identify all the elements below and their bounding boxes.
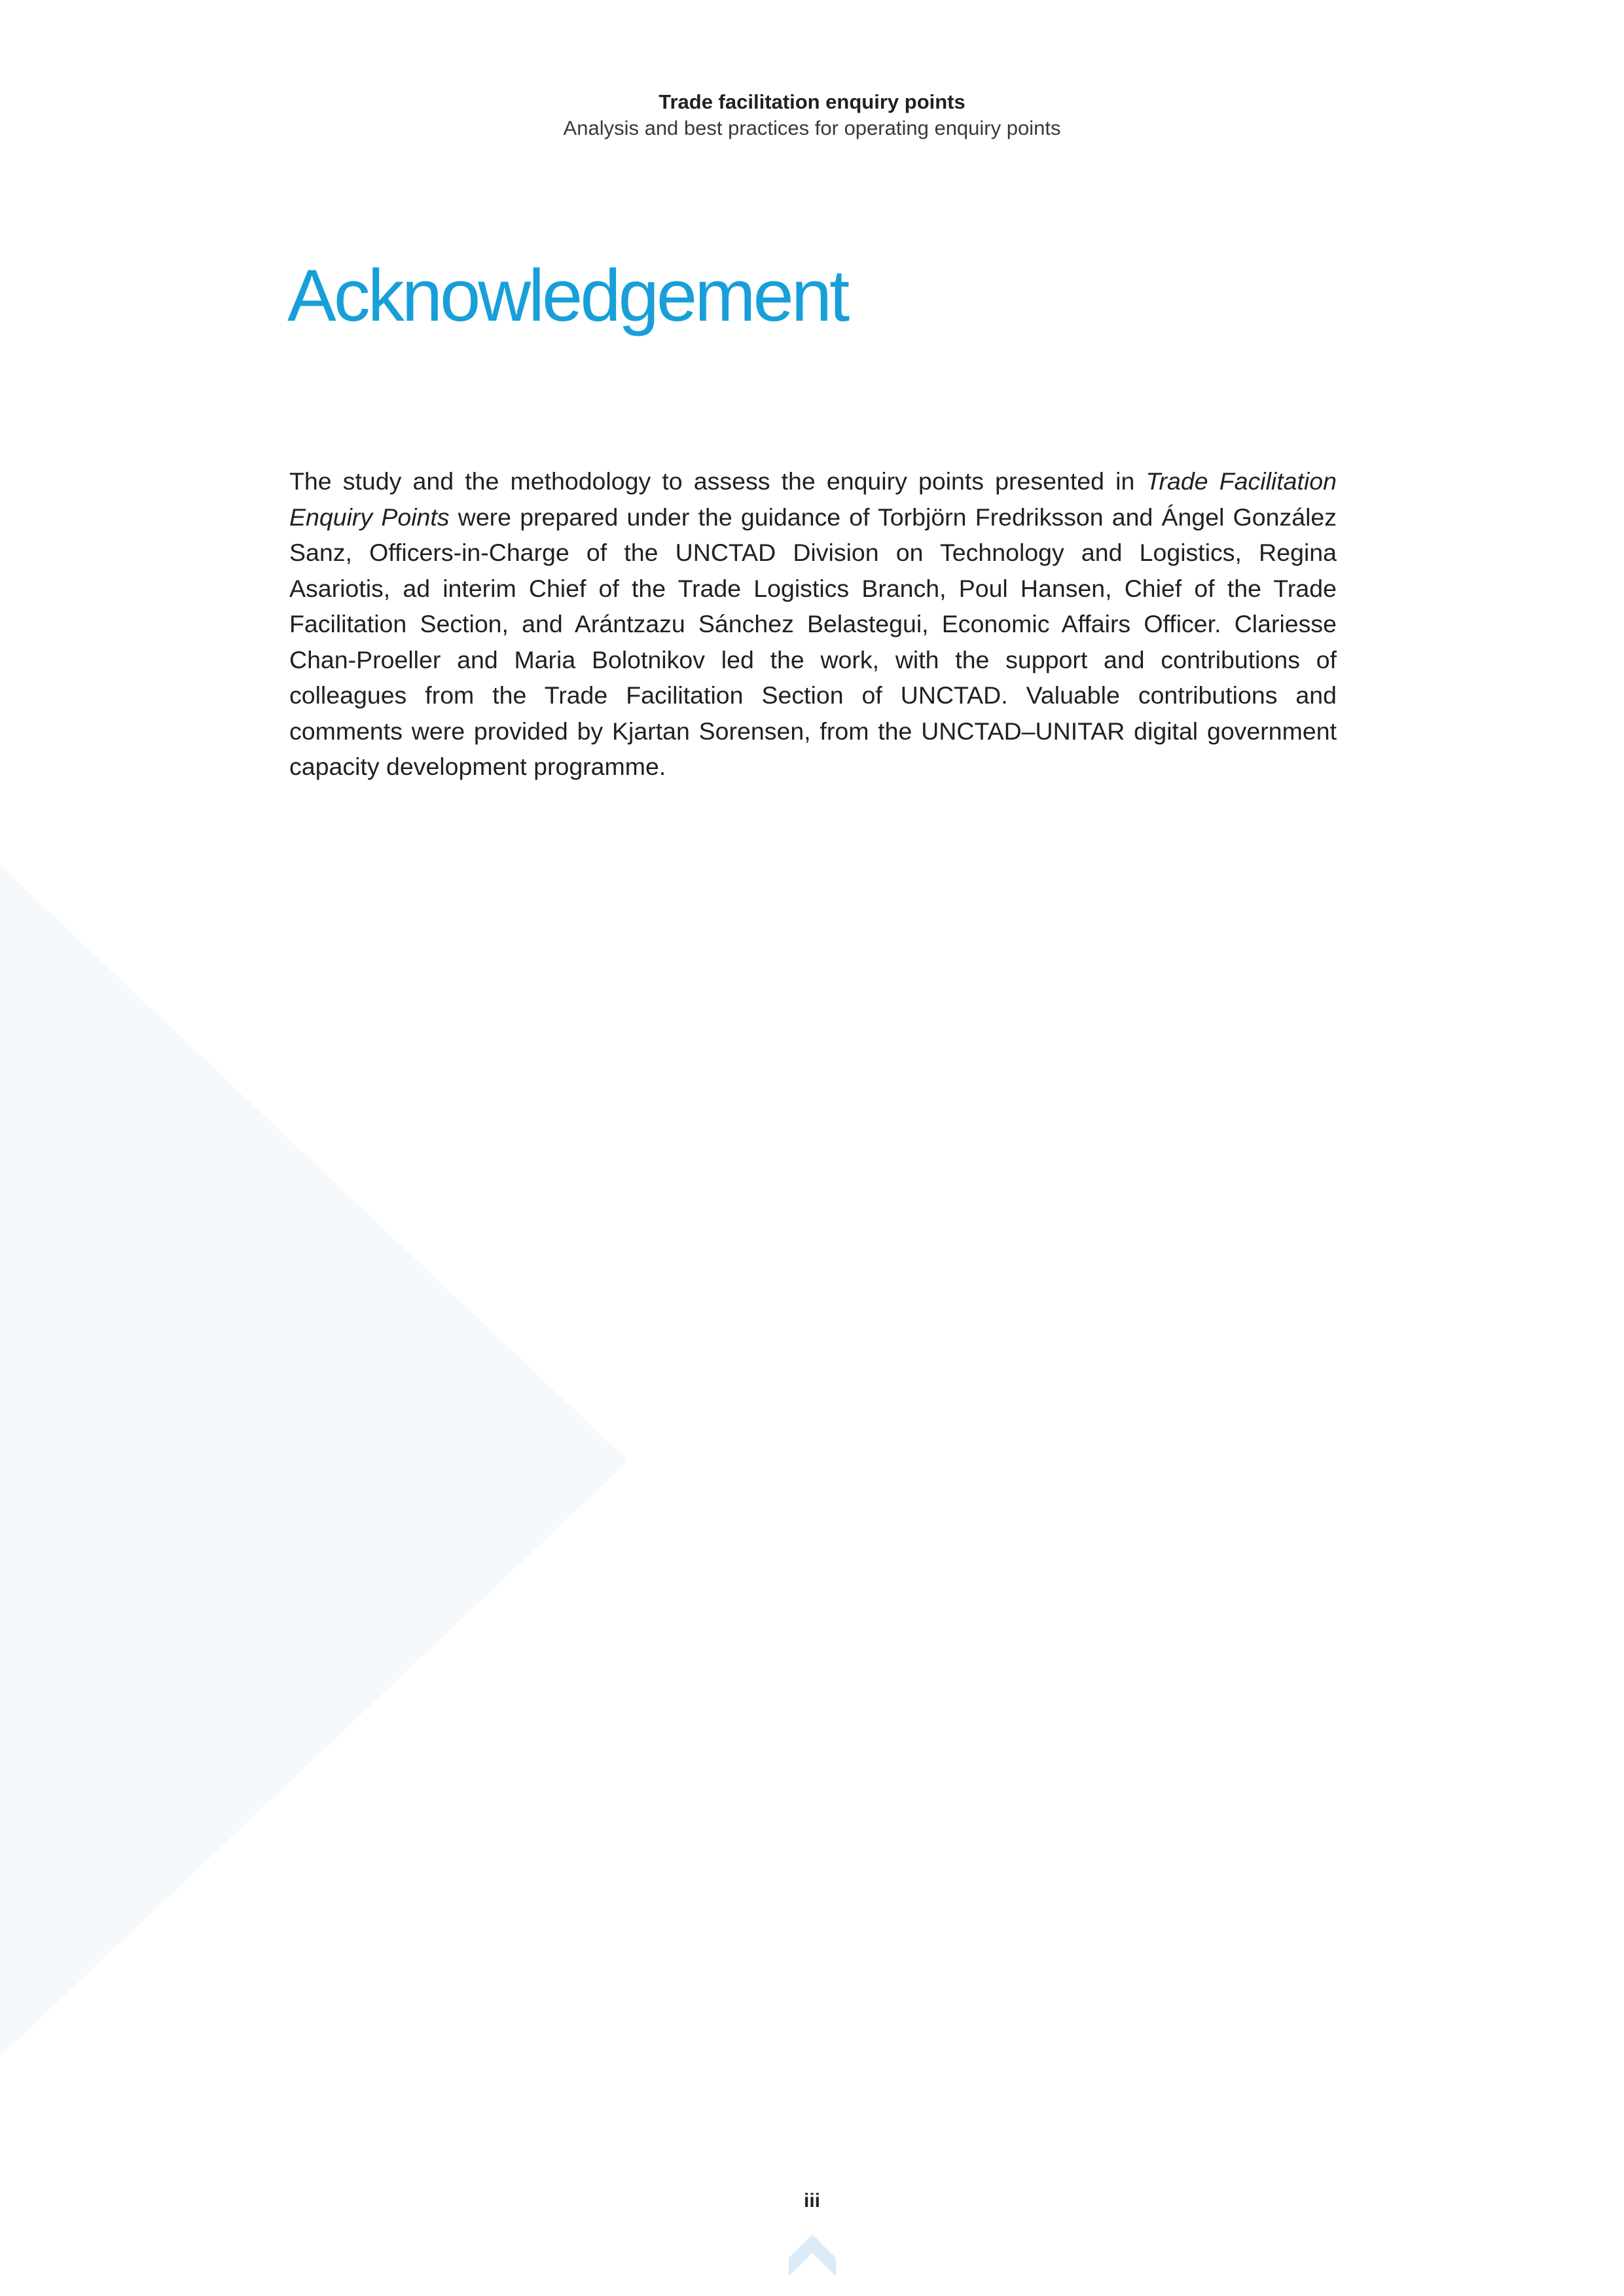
header-subtitle: Analysis and best practices for operating enquiry points: [563, 117, 1061, 139]
page-number: iii: [803, 2190, 820, 2212]
acknowledgement-paragraph: [289, 463, 1337, 785]
chevron-up-icon: [787, 2229, 837, 2279]
publication-title: Trade Facilitation Enquiry Points: [289, 467, 1337, 531]
page-title: Acknowledgement: [287, 255, 848, 336]
paragraph-text-rest: were prepared under the guidance of Torbjörn Fredriksson and Ángel González Sanz, Officers-in-Charge of the UNCTAD Division on Technology and Logistics, Regina Asariotis, ad interim Chief of the Trade Logistics Branch, Poul Hansen, Chief of the Trade Facilitation Section, and Arántzazu Sánchez Belastegui, Economic Affairs Officer. Clariesse Chan-Proeller and Maria Bolotnikov led the work, with the support and contributions of colleagues from the Trade Facilitation Section of UNCTAD. Valuable contributions and comments were provided by Kjartan Sorensen, from the UNCTAD–UNITAR digital government capacity development programme.: [289, 503, 1337, 780]
paragraph-text-start: The study and the methodology to assess the enquiry points presented in: [289, 467, 1146, 495]
header-title: Trade facilitation enquiry points: [659, 90, 965, 113]
running-header: [0, 89, 1624, 141]
